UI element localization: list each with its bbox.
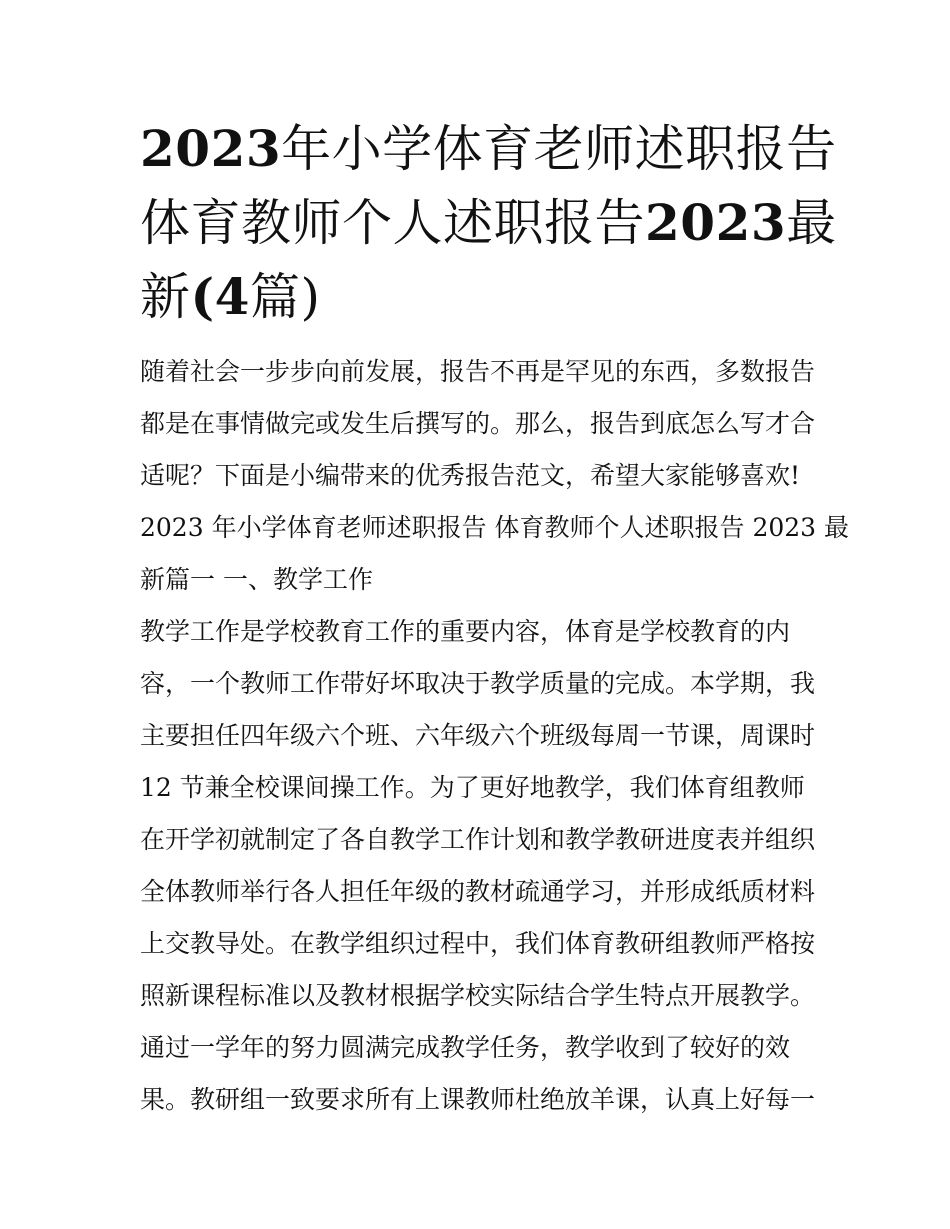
body-line: 照新课程标准以及教材根据学校实际结合学生特点开展教学。 xyxy=(140,981,816,1010)
body-line: 主要担任四年级六个班、六年级六个班级每周一节课，周课时 xyxy=(140,721,816,750)
body-line: 适呢？下面是小编带来的优秀报告范文，希望大家能够喜欢! xyxy=(140,461,801,490)
title-year: 2023 xyxy=(645,193,787,252)
title-line-3 xyxy=(140,260,820,334)
document-body xyxy=(140,346,850,1126)
body-line: 12 节兼全校课间操工作。为了更好地教学，我们体育组教师 xyxy=(140,773,805,802)
title-line-2 xyxy=(140,186,837,260)
body-line: 容，一个教师工作带好坏取决于教学质量的完成。本学期，我 xyxy=(140,669,816,698)
title-text: 最 xyxy=(786,194,837,252)
title-text: 篇) xyxy=(249,268,321,326)
body-line: 都是在事情做完或发生后撰写的。那么，报告到底怎么写才合 xyxy=(140,409,816,438)
body-line: 在开学初就制定了各自教学工作计划和教学教研进度表并组织 xyxy=(140,825,816,854)
title-text: 年小学体育老师述职报告 xyxy=(281,120,837,178)
body-line: 上交教导处。在教学组织过程中，我们体育教研组教师严格按 xyxy=(140,929,816,958)
body-line: 新篇一 一、教学工作 xyxy=(140,565,373,594)
body-line: 随着社会一步步向前发展，报告不再是罕见的东西，多数报告 xyxy=(140,357,816,386)
body-line: 果。教研组一致要求所有上课教师杜绝放羊课，认真上好每一 xyxy=(140,1085,816,1114)
title-count: (4 xyxy=(190,267,250,326)
title-year: 2023 xyxy=(140,119,282,178)
document-page xyxy=(140,112,850,1126)
title-text: 新 xyxy=(140,268,191,326)
body-line: 通过一学年的努力圆满完成教学任务，教学收到了较好的效 xyxy=(140,1033,791,1062)
body-line: 2023 年小学体育老师述职报告 体育教师个人述职报告 2023 最 xyxy=(140,513,850,542)
document-title xyxy=(140,112,837,334)
body-line: 全体教师举行各人担任年级的教材疏通学习，并形成纸质材料 xyxy=(140,877,816,906)
title-text: 体育教师个人述职报告 xyxy=(140,194,645,252)
body-line: 教学工作是学校教育工作的重要内容，体育是学校教育的内 xyxy=(140,617,791,646)
title-line-1 xyxy=(140,112,837,186)
